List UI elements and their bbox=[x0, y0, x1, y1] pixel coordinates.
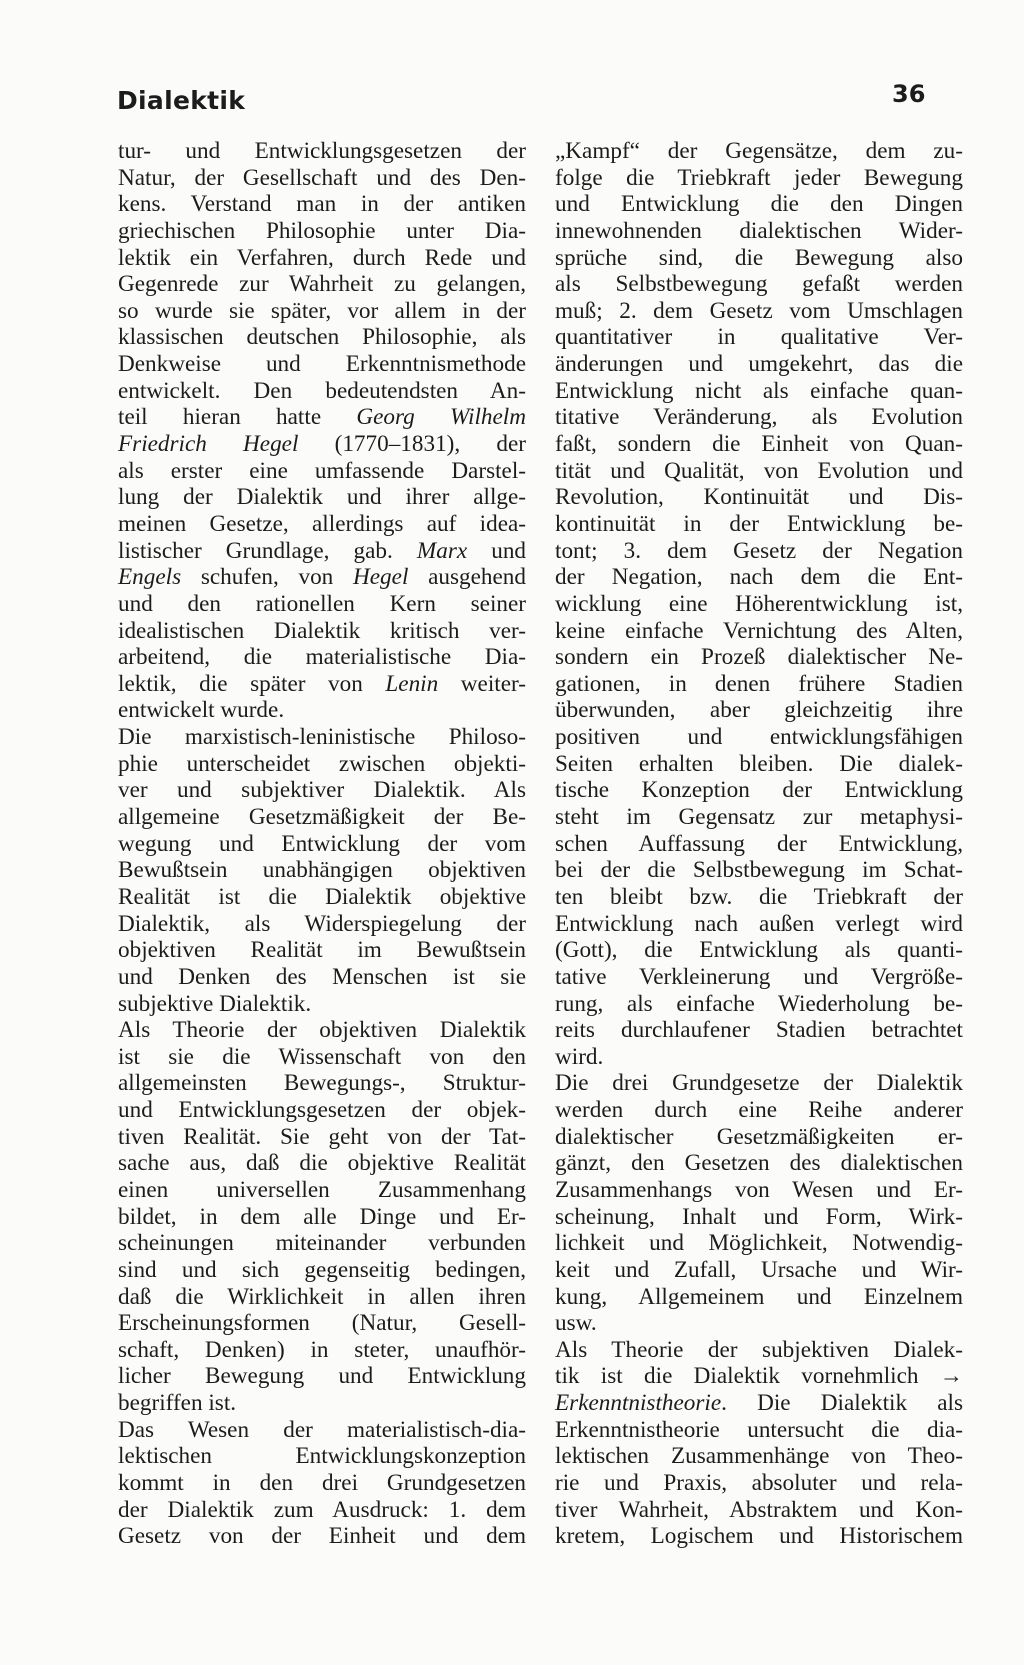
text-line: daß die Wirklichkeit in allen ihren bbox=[118, 1283, 526, 1310]
text-line: und den rationellen Kern seiner bbox=[118, 590, 526, 617]
text-line: Dialektik, als Widerspiegelung der bbox=[118, 910, 526, 937]
text-line: und Entwicklungsgesetzen der objek- bbox=[118, 1097, 526, 1124]
text-line: sprüche sind, die Bewegung also bbox=[555, 244, 963, 271]
text-line: tont; 3. dem Gesetz der Negation bbox=[555, 537, 963, 564]
text-line: kens. Verstand man in der antiken bbox=[118, 191, 526, 218]
text-line: sind und sich gegenseitig bedingen, bbox=[118, 1256, 526, 1283]
text-line: Entwicklung nicht als einfache quan- bbox=[555, 377, 963, 404]
text-line: ver und subjektiver Dialektik. Als bbox=[118, 777, 526, 804]
text-line: kung, Allgemeinem und Einzelnem bbox=[555, 1283, 963, 1310]
text-line: Entwicklung nach außen verlegt wird bbox=[555, 910, 963, 937]
text-line: arbeitend, die materialistische Dia- bbox=[118, 644, 526, 671]
text-line: der Negation, nach dem die Ent- bbox=[555, 564, 963, 591]
running-head: Dialektik bbox=[117, 86, 246, 115]
text-line: bei der die Selbstbewegung im Schat- bbox=[555, 857, 963, 884]
text-line: lektik ein Verfahren, durch Rede und bbox=[118, 244, 526, 271]
text-line: tiver Wahrheit, Abstraktem und Kon- bbox=[555, 1496, 963, 1523]
text-line: entwickelt. Den bedeutendsten An- bbox=[118, 377, 526, 404]
text-line: Denkweise und Erkenntnismethode bbox=[118, 351, 526, 378]
text-line: schaft, Denken) in steter, unaufhör- bbox=[118, 1336, 526, 1363]
text-line: Gesetz von der Einheit und dem bbox=[118, 1523, 526, 1550]
text-line: tur- und Entwicklungsgesetzen der bbox=[118, 138, 526, 164]
text-line: Erkenntnistheorie. Die Dialektik als bbox=[555, 1390, 963, 1417]
text-line: positiven und entwicklungsfähigen bbox=[555, 724, 963, 751]
text-line: rie und Praxis, absoluter und rela- bbox=[555, 1470, 963, 1497]
text-line: Zusammenhangs von Wesen und Er- bbox=[555, 1176, 963, 1203]
text-line: entwickelt wurde. bbox=[118, 697, 285, 724]
text-line: Als Theorie der objektiven Dialektik bbox=[118, 1017, 526, 1044]
text-line: usw. bbox=[555, 1310, 597, 1337]
text-line: Die marxistisch-leninistische Philoso- bbox=[118, 724, 526, 751]
text-line: wegung und Entwicklung der vom bbox=[118, 830, 526, 857]
text-line: als Selbstbewegung gefaßt werden bbox=[555, 271, 963, 298]
text-line: ist sie die Wissenschaft von den bbox=[118, 1043, 526, 1070]
text-line: begriffen ist. bbox=[118, 1390, 237, 1417]
text-line: scheinungen miteinander verbunden bbox=[118, 1230, 526, 1257]
text-line: überwunden, aber gleichzeitig ihre bbox=[555, 697, 963, 724]
text-line: „Kampf“ der Gegensätze, dem zu- bbox=[555, 138, 963, 164]
text-line: Die drei Grundgesetze der Dialektik bbox=[555, 1070, 963, 1097]
text-line: Revolution, Kontinuität und Dis- bbox=[555, 484, 963, 511]
page-number: 36 bbox=[892, 80, 926, 108]
text-line: Friedrich Hegel (1770–1831), der bbox=[118, 431, 526, 458]
text-line: Bewußtsein unabhängigen objektiven bbox=[118, 857, 526, 884]
text-line: steht im Gegensatz zur metaphysi- bbox=[555, 804, 963, 831]
text-line: phie unterscheidet zwischen objekti- bbox=[118, 750, 526, 777]
text-line: tative Verkleinerung und Vergröße- bbox=[555, 963, 963, 990]
text-line: lektischen Zusammenhänge von Theo- bbox=[555, 1443, 963, 1470]
text-line: lichkeit und Möglichkeit, Notwendig- bbox=[555, 1230, 963, 1257]
text-line: Erscheinungsformen (Natur, Gesell- bbox=[118, 1310, 526, 1337]
text-line: titative Veränderung, als Evolution bbox=[555, 404, 963, 431]
text-line: reits durchlaufener Stadien betrachtet bbox=[555, 1017, 963, 1044]
text-line: so wurde sie später, vor allem in der bbox=[118, 297, 526, 324]
text-line: subjektive Dialektik. bbox=[118, 990, 312, 1017]
text-line: tiven Realität. Sie geht von der Tat- bbox=[118, 1123, 526, 1150]
text-line: wird. bbox=[555, 1043, 604, 1070]
text-line: meinen Gesetze, allerdings auf idea- bbox=[118, 510, 526, 537]
text-line: tik ist die Dialektik vornehmlich → bbox=[555, 1363, 963, 1390]
text-line: kretem, Logischem und Historischem bbox=[555, 1523, 963, 1550]
text-line: keine einfache Vernichtung des Alten, bbox=[555, 617, 963, 644]
text-line: gationen, in denen frühere Stadien bbox=[555, 670, 963, 697]
text-line: Als Theorie der subjektiven Dialek- bbox=[555, 1336, 963, 1363]
text-line: ten bleibt bzw. die Triebkraft der bbox=[555, 883, 963, 910]
text-line: Gegenrede zur Wahrheit zu gelangen, bbox=[118, 271, 526, 298]
text-line: lung der Dialektik und ihrer allge- bbox=[118, 484, 526, 511]
text-line: (Gott), die Entwicklung als quanti- bbox=[555, 937, 963, 964]
text-line: licher Bewegung und Entwicklung bbox=[118, 1363, 526, 1390]
text-line: quantitativer in qualitative Ver- bbox=[555, 324, 963, 351]
text-line: wicklung eine Höherentwicklung ist, bbox=[555, 590, 963, 617]
text-line: als erster eine umfassende Darstel- bbox=[118, 457, 526, 484]
text-line: Natur, der Gesellschaft und des Den- bbox=[118, 164, 526, 191]
text-line: einen universellen Zusammenhang bbox=[118, 1176, 526, 1203]
text-line: klassischen deutschen Philosophie, als bbox=[118, 324, 526, 351]
text-line: objektiven Realität im Bewußtsein bbox=[118, 937, 526, 964]
text-line: Das Wesen der materialistisch-dia- bbox=[118, 1416, 526, 1443]
text-line: werden durch eine Reihe anderer bbox=[555, 1097, 963, 1124]
text-line: der Dialektik zum Ausdruck: 1. dem bbox=[118, 1496, 526, 1523]
text-line: folge die Triebkraft jeder Bewegung bbox=[555, 164, 963, 191]
text-line: schen Auffassung der Entwicklung, bbox=[555, 830, 963, 857]
text-line: Seiten erhalten bleiben. Die dialek- bbox=[555, 750, 963, 777]
text-line: tität und Qualität, von Evolution und bbox=[555, 457, 963, 484]
right-text-column bbox=[555, 138, 963, 1550]
text-line: sache aus, daß die objektive Realität bbox=[118, 1150, 526, 1177]
left-text-column bbox=[118, 138, 526, 1550]
text-line: kommt in den drei Grundgesetzen bbox=[118, 1470, 526, 1497]
text-line: tische Konzeption der Entwicklung bbox=[555, 777, 963, 804]
text-line: allgemeinsten Bewegungs-, Struktur- bbox=[118, 1070, 526, 1097]
text-line: scheinung, Inhalt und Form, Wirk- bbox=[555, 1203, 963, 1230]
text-line: lektik, die später von Lenin weiter- bbox=[118, 670, 526, 697]
text-line: kontinuität in der Entwicklung be- bbox=[555, 510, 963, 537]
text-line: und Denken des Menschen ist sie bbox=[118, 963, 526, 990]
text-line: muß; 2. dem Gesetz vom Umschlagen bbox=[555, 297, 963, 324]
text-line: faßt, sondern die Einheit von Quan- bbox=[555, 431, 963, 458]
text-line: Erkenntnistheorie untersucht die dia- bbox=[555, 1416, 963, 1443]
text-line: keit und Zufall, Ursache und Wir- bbox=[555, 1256, 963, 1283]
text-line: bildet, in dem alle Dinge und Er- bbox=[118, 1203, 526, 1230]
text-line: idealistischen Dialektik kritisch ver- bbox=[118, 617, 526, 644]
text-line: lektischen Entwicklungskonzeption bbox=[118, 1443, 526, 1470]
text-line: allgemeine Gesetzmäßigkeit der Be- bbox=[118, 804, 526, 831]
text-line: listischer Grundlage, gab. Marx und bbox=[118, 537, 527, 564]
text-line: und Entwicklung die den Dingen bbox=[555, 191, 963, 218]
text-line: sondern ein Prozeß dialektischer Ne- bbox=[555, 644, 963, 671]
text-line: Engels schufen, von Hegel ausgehend bbox=[118, 564, 526, 591]
text-line: griechischen Philosophie unter Dia- bbox=[118, 217, 526, 244]
text-line: gänzt, den Gesetzen des dialektischen bbox=[555, 1150, 963, 1177]
text-line: dialektischer Gesetzmäßigkeiten er- bbox=[555, 1123, 963, 1150]
text-line: rung, als einfache Wiederholung be- bbox=[555, 990, 963, 1017]
text-line: teil hieran hatte Georg Wilhelm bbox=[118, 404, 526, 431]
text-line: änderungen und umgekehrt, das die bbox=[555, 351, 963, 378]
text-line: innewohnenden dialektischen Wider- bbox=[555, 217, 963, 244]
text-line: Realität ist die Dialektik objektive bbox=[118, 883, 526, 910]
